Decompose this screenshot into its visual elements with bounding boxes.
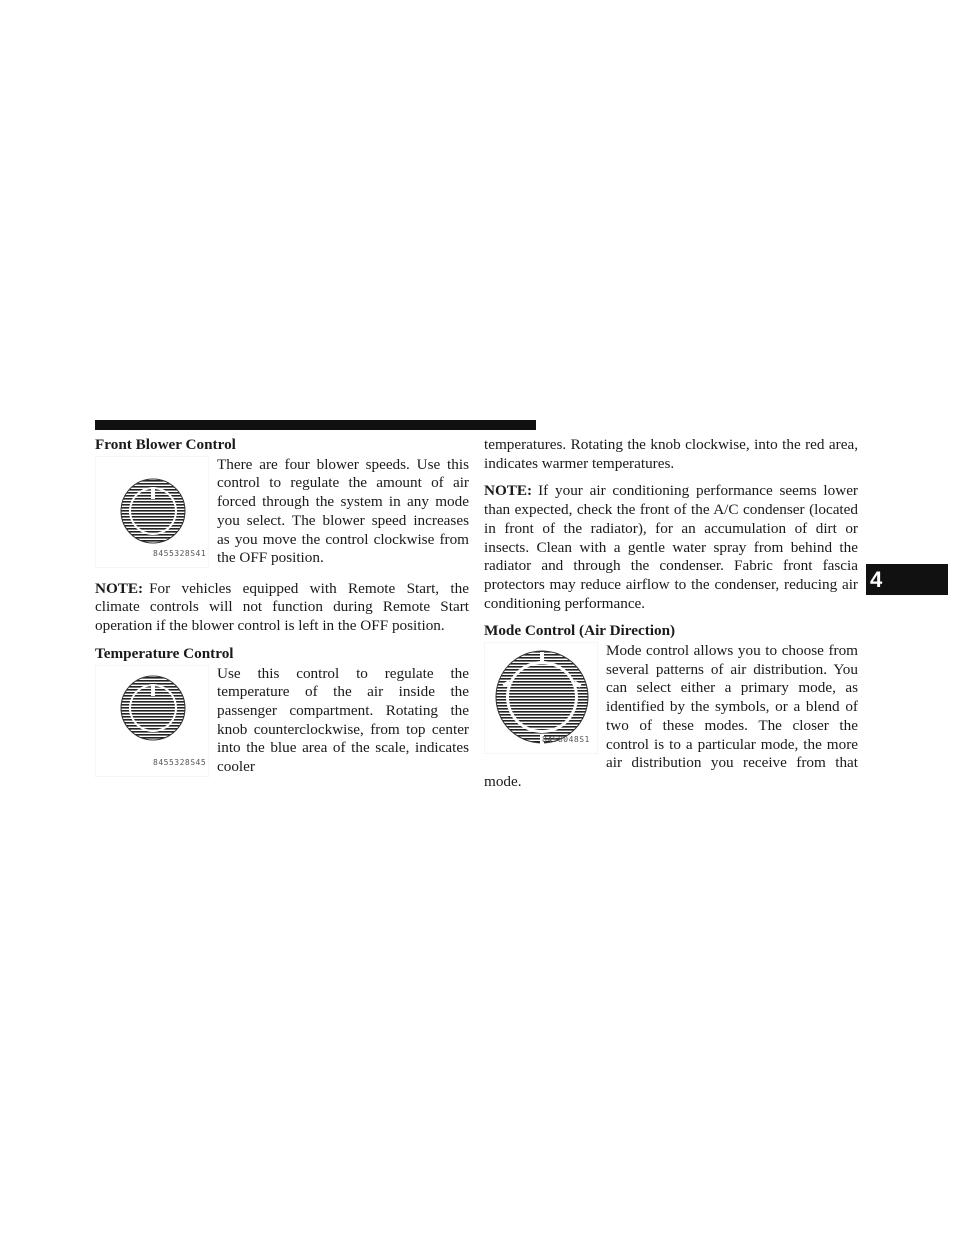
note-remote-start-text: For vehicles equipped with Remote Start, the climate controls will not function during Remote Start operation if the blower control is left in the OFF position. — [95, 579, 469, 635]
temperature-knob-figure — [95, 665, 209, 777]
temperature-continuation: temperatures. Rotating the knob clockwise, into the red area, indicates warmer temperatures. — [484, 436, 858, 472]
temperature-heading: Temperature Control — [95, 644, 234, 662]
mode-knob-figure — [484, 642, 598, 754]
temperature-figure-code: 8455328S45 — [153, 757, 207, 767]
note-ac-condenser — [484, 482, 858, 613]
blower-knob-figure — [95, 456, 209, 568]
temperature-section — [95, 645, 469, 779]
note-remote-start — [95, 580, 469, 636]
note-label: NOTE: — [484, 482, 533, 500]
chapter-tab: 4 — [866, 564, 948, 595]
section-top-rule — [95, 420, 536, 430]
mode-figure-code: 8458048S1 — [542, 735, 590, 745]
left-column — [95, 436, 469, 789]
mode-section — [484, 622, 858, 791]
mode-heading: Mode Control (Air Direction) — [484, 622, 676, 640]
note-label: NOTE: — [95, 579, 144, 597]
right-column — [484, 436, 858, 802]
blower-section — [95, 436, 469, 570]
blower-heading: Front Blower Control — [95, 436, 236, 453]
temperature-text: Use this control to regulate the temperature of the air inside the passenger compartment. Rotating the knob counterclockwise, from top center into the blue area of the scale, indicates cooler — [217, 664, 469, 776]
blower-text: There are four blower speeds. Use this control to regulate the amount of air forced through the system in any mode you select. The blower speed increases as you move the control clockwise from the OFF position. — [217, 455, 469, 567]
note-ac-condenser-text: If your air conditioning performance seems lower than expected, check the front of the A/C condenser (located in front of the radiator), for an accumulation of dirt or insects. Clean with a gentle water spray from behind the radiator and through the condenser. Fabric front fascia protectors may reduce airflow to the condenser, reducing air conditioning performance. — [484, 482, 858, 612]
mode-text: Mode control allows you to choose from several patterns of air distribution. You can select either a primary mode, as identified by the symbols, or a blend of two of these modes. The closer the control is to a particular mode, the more air distribution you receive from that mode. — [484, 642, 858, 790]
blower-figure-code: 8455328S41 — [153, 549, 207, 558]
